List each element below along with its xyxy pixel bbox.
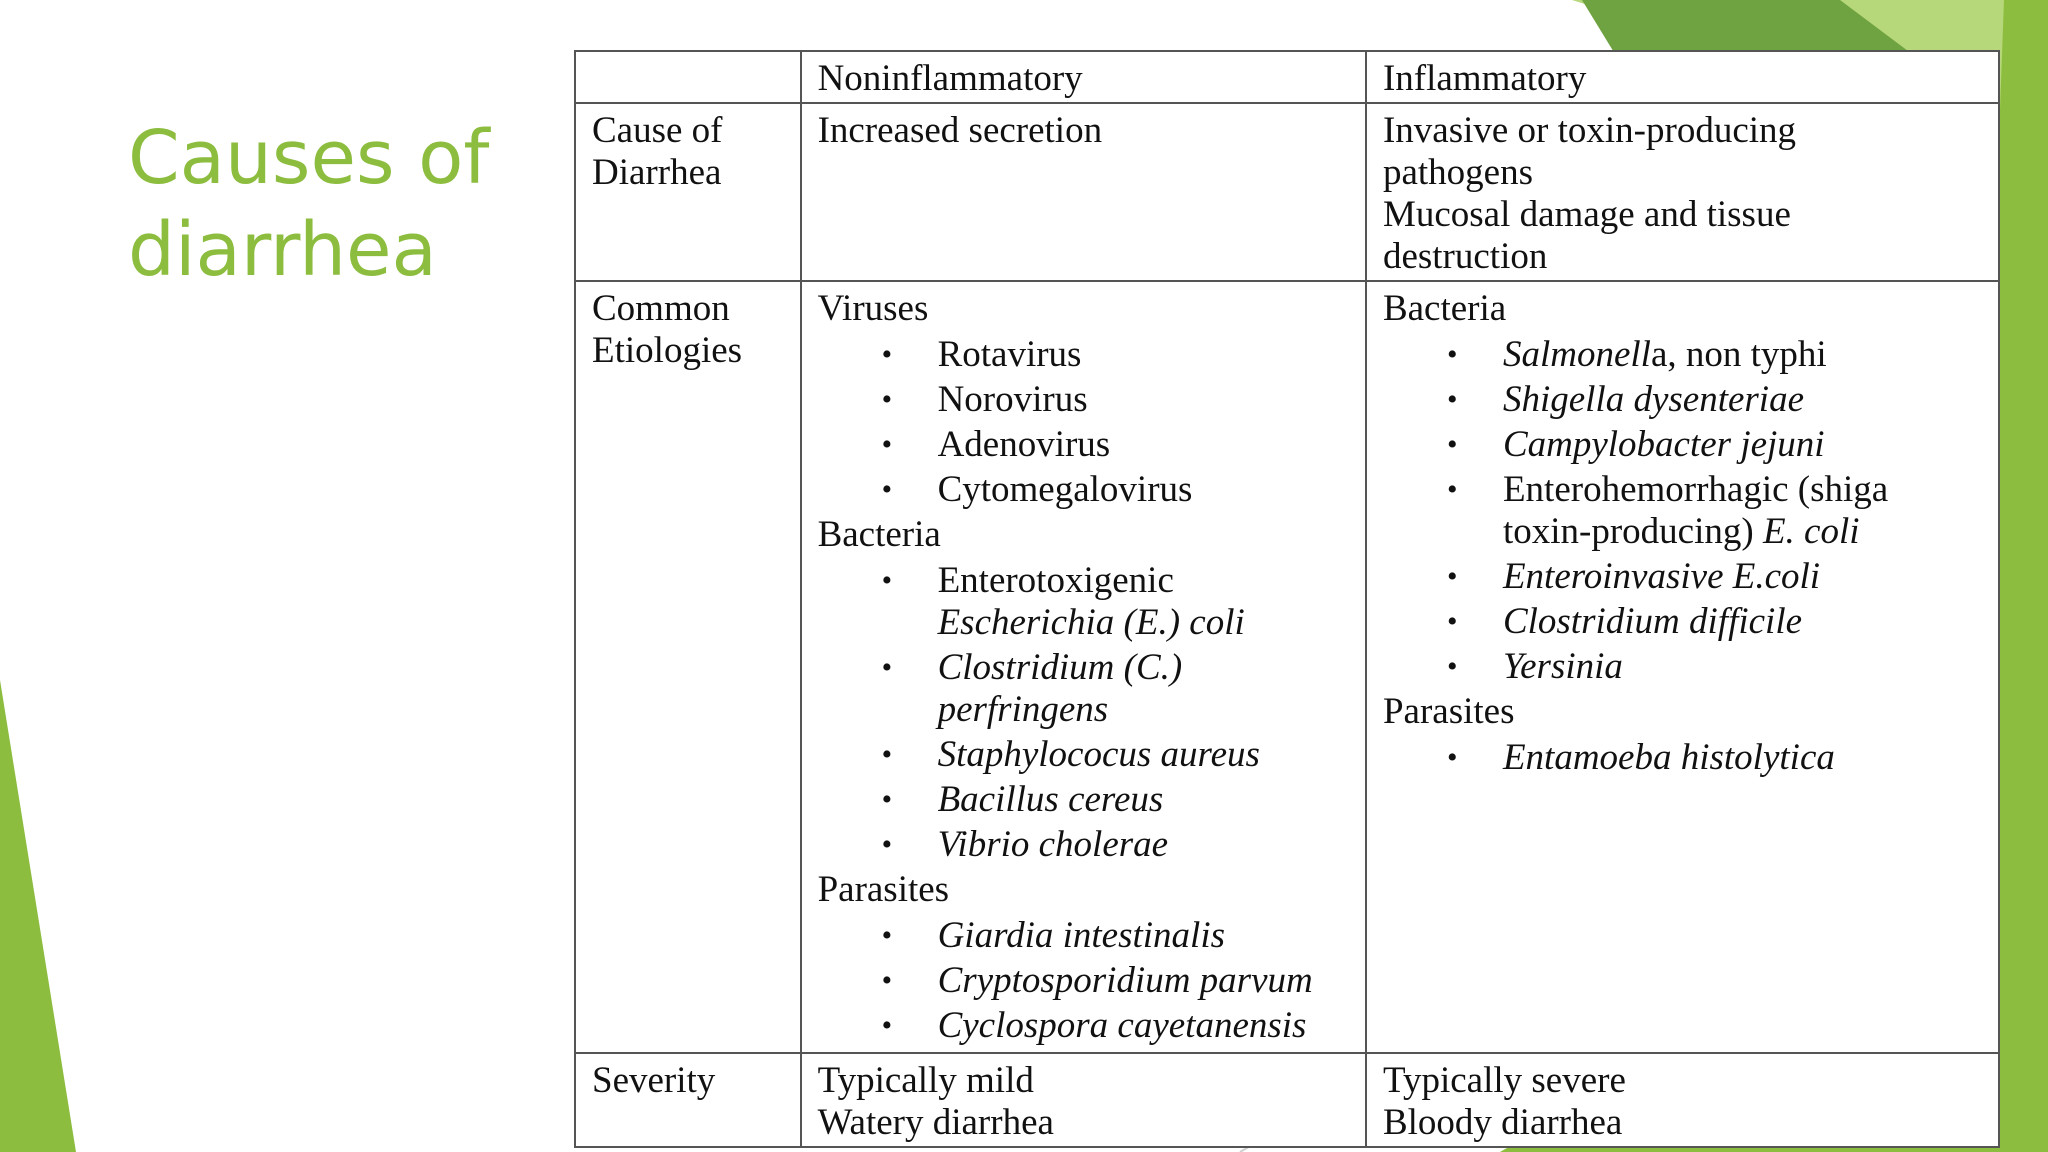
- group-heading-bacteria: Bacteria: [1382, 288, 1507, 329]
- list-item: [1383, 424, 1982, 466]
- bullet: •: [881, 828, 893, 861]
- item-text-italic: E. coli: [1762, 511, 1860, 552]
- cause-noninflammatory-cell: [801, 103, 1366, 281]
- group-heading-parasites: Parasites: [1382, 691, 1515, 732]
- list-item: [818, 824, 1349, 866]
- bullet: •: [1446, 428, 1458, 461]
- item-text: Enterotoxigenic: [937, 560, 1174, 601]
- row-label: Common: [592, 288, 730, 329]
- bullet: •: [1446, 741, 1458, 774]
- item-text-italic: Vibrio cholerae: [937, 824, 1169, 865]
- bullet: •: [1446, 560, 1458, 593]
- bullet: •: [881, 783, 893, 816]
- parasites-list: [1383, 737, 1982, 779]
- slide-title-line-1: Causes of: [128, 115, 490, 201]
- item-text-line: [1503, 511, 1982, 553]
- list-item: [818, 960, 1349, 1002]
- group-heading-bacteria: Bacteria: [817, 514, 941, 555]
- list-item: [818, 379, 1349, 421]
- item-text-italic: Entamoeba histolytica: [1502, 737, 1835, 778]
- cell-text: pathogens: [1382, 152, 1533, 193]
- header-noninflammatory: Noninflammatory: [801, 51, 1366, 103]
- list-item: [818, 779, 1349, 821]
- header-inflammatory: Inflammatory: [1366, 51, 1999, 103]
- list-item: [818, 1005, 1349, 1047]
- item-text-italic: Staphylococus aureus: [937, 734, 1260, 775]
- item-text-italic: Giardia intestinalis: [937, 915, 1226, 956]
- slide-title-line-2: diarrhea: [128, 207, 437, 293]
- item-text-italic: perfringens: [937, 689, 1109, 730]
- cell-text: Mucosal damage and tissue: [1382, 194, 1791, 235]
- list-item: [1383, 379, 1982, 421]
- item-text: Rotavirus: [937, 334, 1082, 375]
- list-item: [1383, 737, 1982, 779]
- item-text-italic: Salmonell: [1502, 334, 1651, 375]
- severity-label-cell: [575, 1053, 801, 1147]
- row-label: Etiologies: [592, 330, 743, 371]
- item-text: Adenovirus: [937, 424, 1111, 465]
- item-text-italic: Campylobacter jejuni: [1502, 424, 1825, 465]
- list-item: [818, 560, 1349, 644]
- cell-text: Bloody diarrhea: [1382, 1102, 1623, 1143]
- cause-label-cell: [575, 103, 801, 281]
- item-text: Enterohemorrhagic (shiga: [1502, 469, 1889, 510]
- table-row-cause: [575, 103, 1999, 281]
- list-item: [1383, 469, 1982, 553]
- bullet: •: [881, 428, 893, 461]
- slide-title: [128, 112, 489, 296]
- bullet: •: [881, 738, 893, 771]
- bullet: •: [1446, 338, 1458, 371]
- table-header-row: [575, 51, 1999, 103]
- bacteria-list: [1383, 334, 1982, 688]
- list-item: [1383, 601, 1982, 643]
- severity-noninflammatory-cell: [801, 1053, 1366, 1147]
- cell-text: Typically mild: [817, 1060, 1034, 1101]
- bullet: •: [881, 338, 893, 371]
- row-label: Diarrhea: [592, 152, 722, 193]
- item-text-italic: Cyclospora cayetanensis: [937, 1005, 1307, 1046]
- row-label: Severity: [592, 1060, 716, 1101]
- bullet: •: [881, 564, 893, 597]
- cell-text: destruction: [1382, 236, 1548, 277]
- cell-text: Watery diarrhea: [817, 1102, 1054, 1143]
- list-item: [818, 334, 1349, 376]
- list-item: [818, 647, 1349, 731]
- group-heading-parasites: Parasites: [817, 869, 950, 910]
- bullet: •: [1446, 473, 1458, 506]
- etiologies-noninflammatory-cell: [801, 281, 1366, 1053]
- list-item: [818, 734, 1349, 776]
- item-text-italic: Clostridium (C.): [937, 647, 1183, 688]
- item-text: Cytomegalovirus: [937, 469, 1193, 510]
- item-text-italic: Bacillus cereus: [937, 779, 1164, 820]
- list-item: [818, 469, 1349, 511]
- cause-inflammatory-cell: [1366, 103, 1999, 281]
- header-empty-cell: [575, 51, 801, 103]
- bullet: •: [881, 1009, 893, 1042]
- list-item: [818, 424, 1349, 466]
- list-item: [1383, 556, 1982, 598]
- bacteria-list: [818, 560, 1349, 866]
- severity-inflammatory-cell: [1366, 1053, 1999, 1147]
- decor-shape-left-edge: [0, 680, 76, 1152]
- item-text-italic: Escherichia (E.) coli: [937, 602, 1245, 643]
- item-text-italic: Cryptosporidium parvum: [937, 960, 1313, 1001]
- cell-text: Typically severe: [1382, 1060, 1626, 1101]
- group-heading-viruses: Viruses: [817, 288, 929, 329]
- diarrhea-causes-table: [574, 50, 2000, 1148]
- item-text-italic: Clostridium difficile: [1502, 601, 1803, 642]
- item-text: Norovirus: [937, 379, 1088, 420]
- bullet: •: [881, 651, 893, 684]
- bullet: •: [881, 383, 893, 416]
- bullet: •: [1446, 605, 1458, 638]
- bullet: •: [881, 964, 893, 997]
- item-text: a, non typhi: [1650, 334, 1827, 375]
- row-label: Cause of: [592, 110, 723, 151]
- item-text: toxin-producing): [1502, 511, 1754, 552]
- bullet: •: [881, 919, 893, 952]
- item-text-italic: Yersinia: [1502, 646, 1623, 687]
- cell-text: Invasive or toxin-producing: [1382, 110, 1797, 151]
- item-text-italic: Enteroinvasive E.coli: [1502, 556, 1821, 597]
- cell-text: Increased secretion: [817, 110, 1103, 151]
- viruses-list: [818, 334, 1349, 511]
- bullet: •: [881, 473, 893, 506]
- list-item: [818, 915, 1349, 957]
- etiologies-label-cell: [575, 281, 801, 1053]
- table-row-severity: [575, 1053, 1999, 1147]
- list-item: [1383, 334, 1982, 376]
- item-text-italic: Shigella dysenteriae: [1502, 379, 1805, 420]
- bullet: •: [1446, 650, 1458, 683]
- table-row-etiologies: [575, 281, 1999, 1053]
- bullet: •: [1446, 383, 1458, 416]
- list-item: [1383, 646, 1982, 688]
- etiologies-inflammatory-cell: [1366, 281, 1999, 1053]
- parasites-list: [818, 915, 1349, 1047]
